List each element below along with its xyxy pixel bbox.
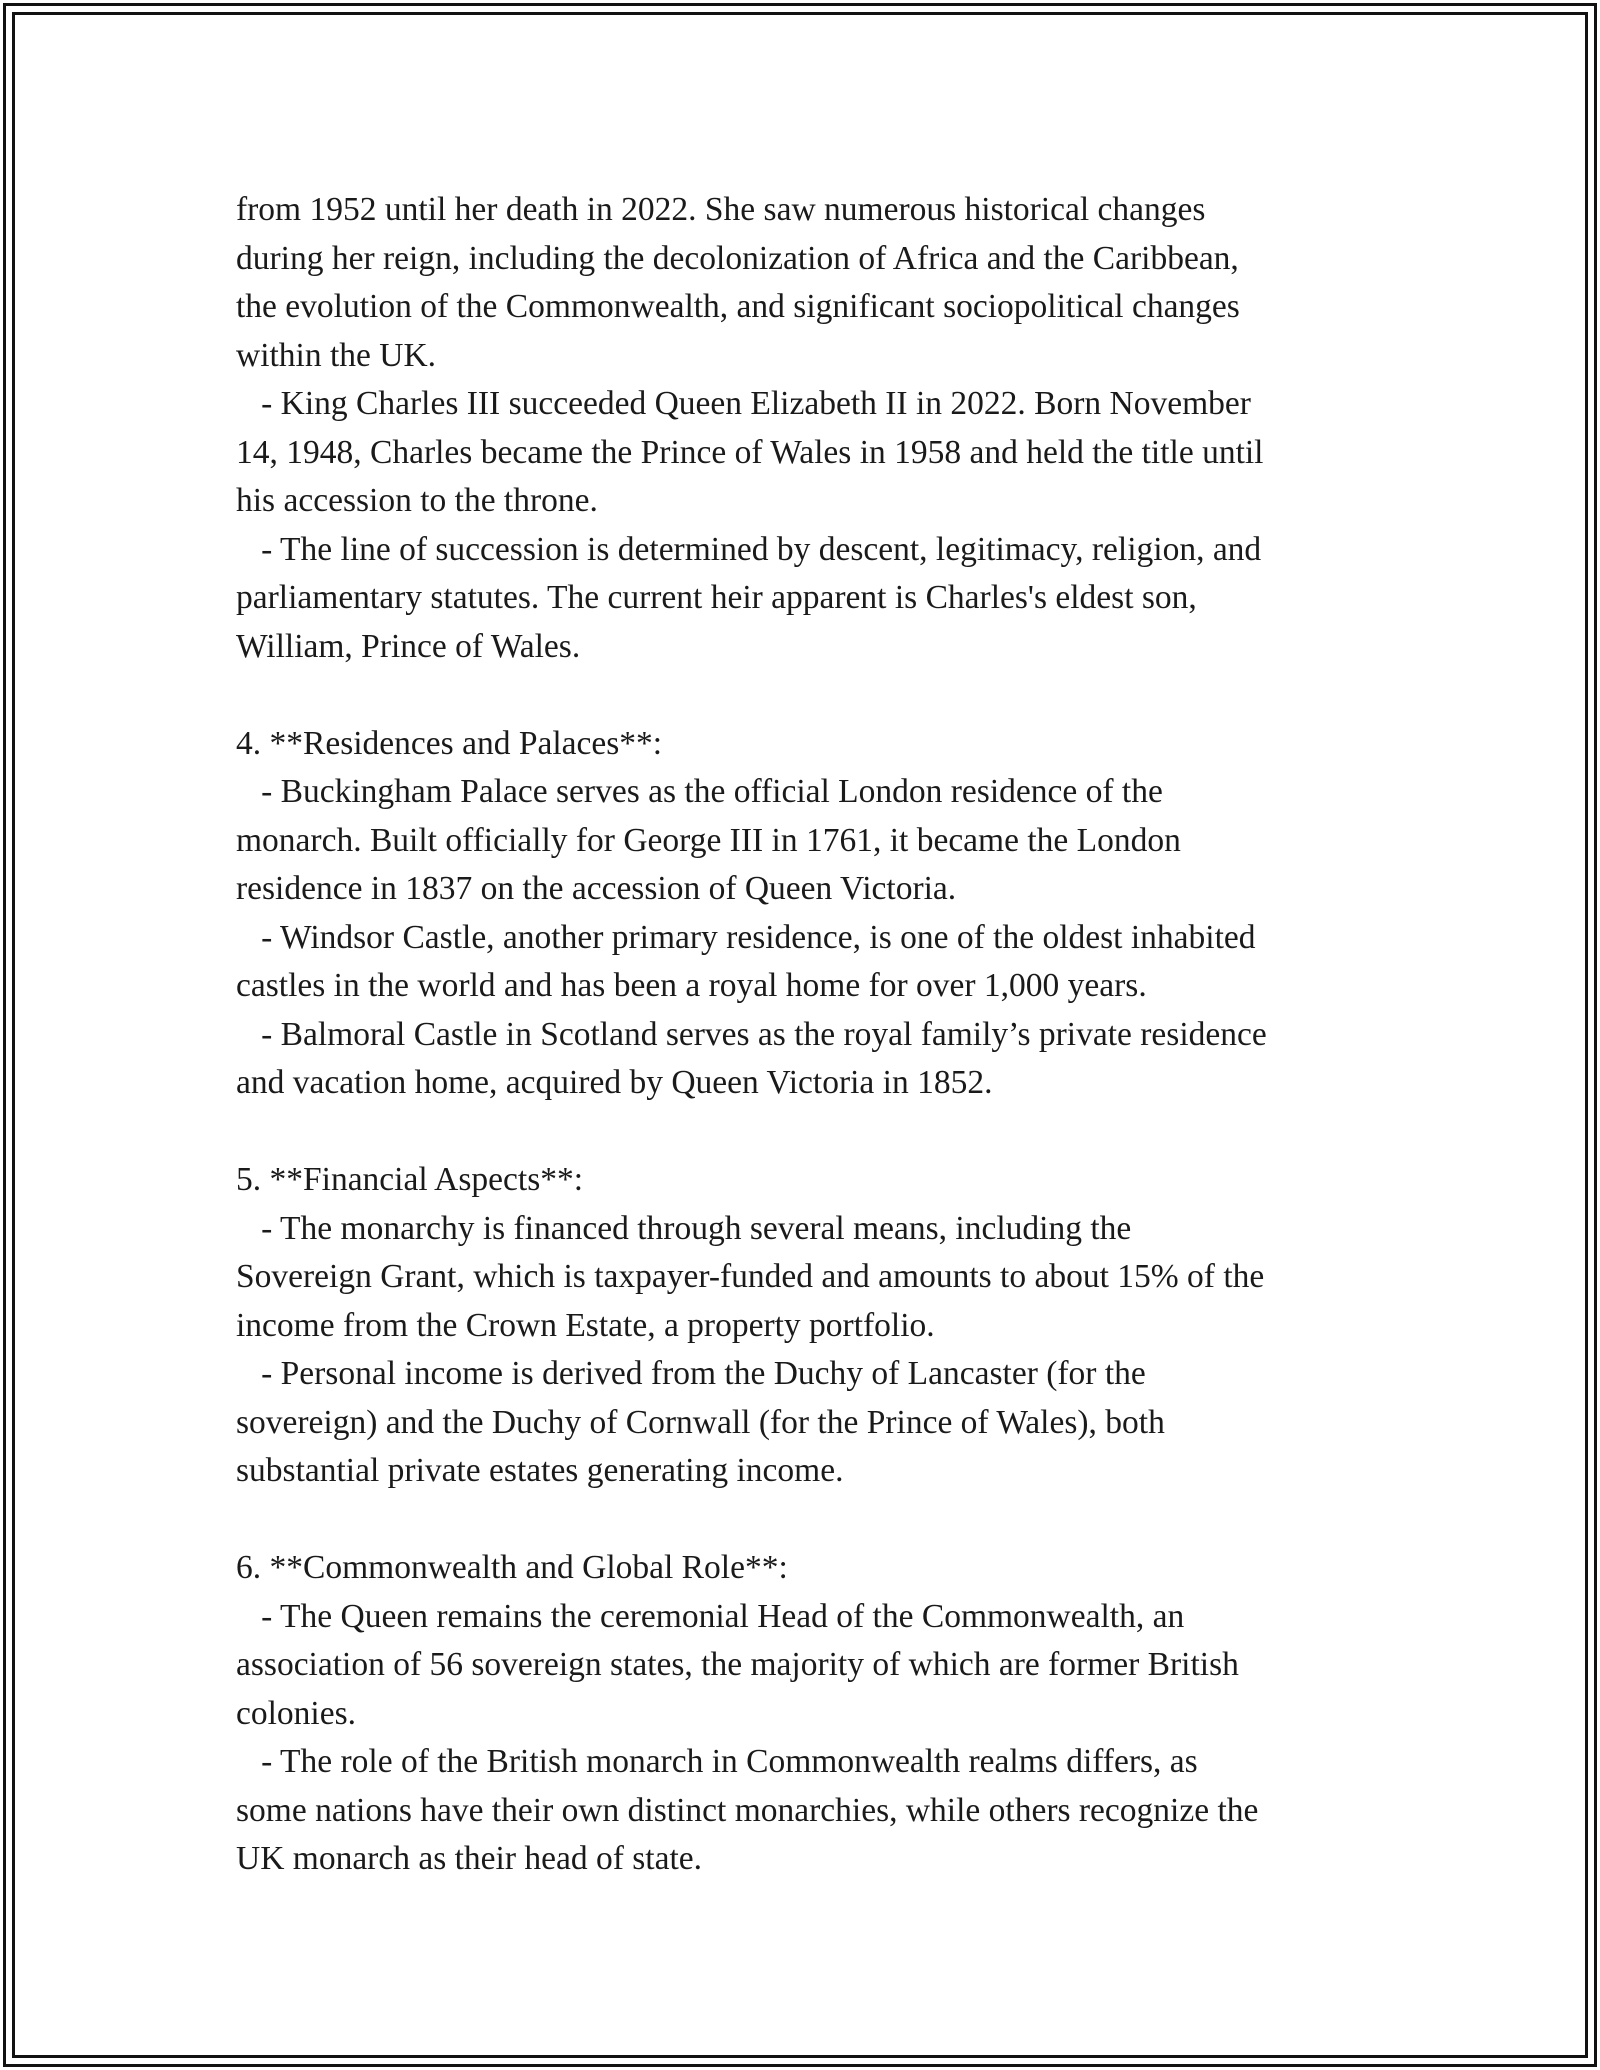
section-heading: 4. **Residences and Palaces**: — [236, 724, 663, 762]
section-financial — [236, 1156, 1416, 1496]
list-item: - The Queen remains the ceremonial Head of the Commonwealth, an association of 56 sovereign states, the majority of which are former British colonies. — [236, 1597, 1239, 1732]
section-spacer — [236, 1496, 1416, 1545]
paragraph-succession: - The line of succession is determined by descent, legitimacy, religion, and parliamentary statutes. The current heir apparent is Charles's eldest son, William, Prince of Wales. — [236, 530, 1262, 665]
list-item: - Personal income is derived from the Duchy of Lancaster (for the sovereign) and the Duchy of Cornwall (for the Prince of Wales), both substantial private estates generating income. — [236, 1355, 1165, 1489]
section-spacer — [236, 671, 1416, 720]
list-item: - The role of the British monarch in Commonwealth realms differs, as some nations have their own distinct monarchies, while others recognize the UK monarch as their head of state. — [236, 1743, 1259, 1877]
section-heading: 5. **Financial Aspects**: — [236, 1161, 584, 1198]
list-item: - Balmoral Castle in Scotland serves as the royal family’s private residence and vacation home, acquired by Queen Victoria in 1852. — [236, 1015, 1267, 1101]
paragraph-reign: from 1952 until her death in 2022. She saw numerous historical changes during her reign, including the decolonization of Africa and the Caribbean, the evolution of the Commonwealth, and significant sociopolitical changes within the UK. — [236, 191, 1240, 374]
paragraph-king-charles: - King Charles III succeeded Queen Elizabeth II in 2022. Born November 14, 1948, Charles became the Prince of Wales in 1958 and held the title until his accession to the throne. — [236, 385, 1264, 519]
list-item: - Windsor Castle, another primary residence, is one of the oldest inhabited castles in the world and has been a royal home for over 1,000 years. — [236, 918, 1256, 1004]
section-heading: 6. **Commonwealth and Global Role**: — [236, 1549, 788, 1586]
section-spacer — [236, 1108, 1416, 1157]
section-residences — [236, 720, 1416, 1108]
list-item: - Buckingham Palace serves as the official London residence of the monarch. Built officially for George III in 1761, it became the London residence in 1837 on the accession of Queen Victoria. — [236, 773, 1181, 907]
document-body — [236, 186, 1416, 1884]
list-item: - The monarchy is financed through several means, including the Sovereign Grant, which is taxpayer-funded and amounts to about 15% of the income from the Crown Estate, a property portfolio. — [236, 1209, 1265, 1344]
section-commonwealth — [236, 1544, 1416, 1884]
